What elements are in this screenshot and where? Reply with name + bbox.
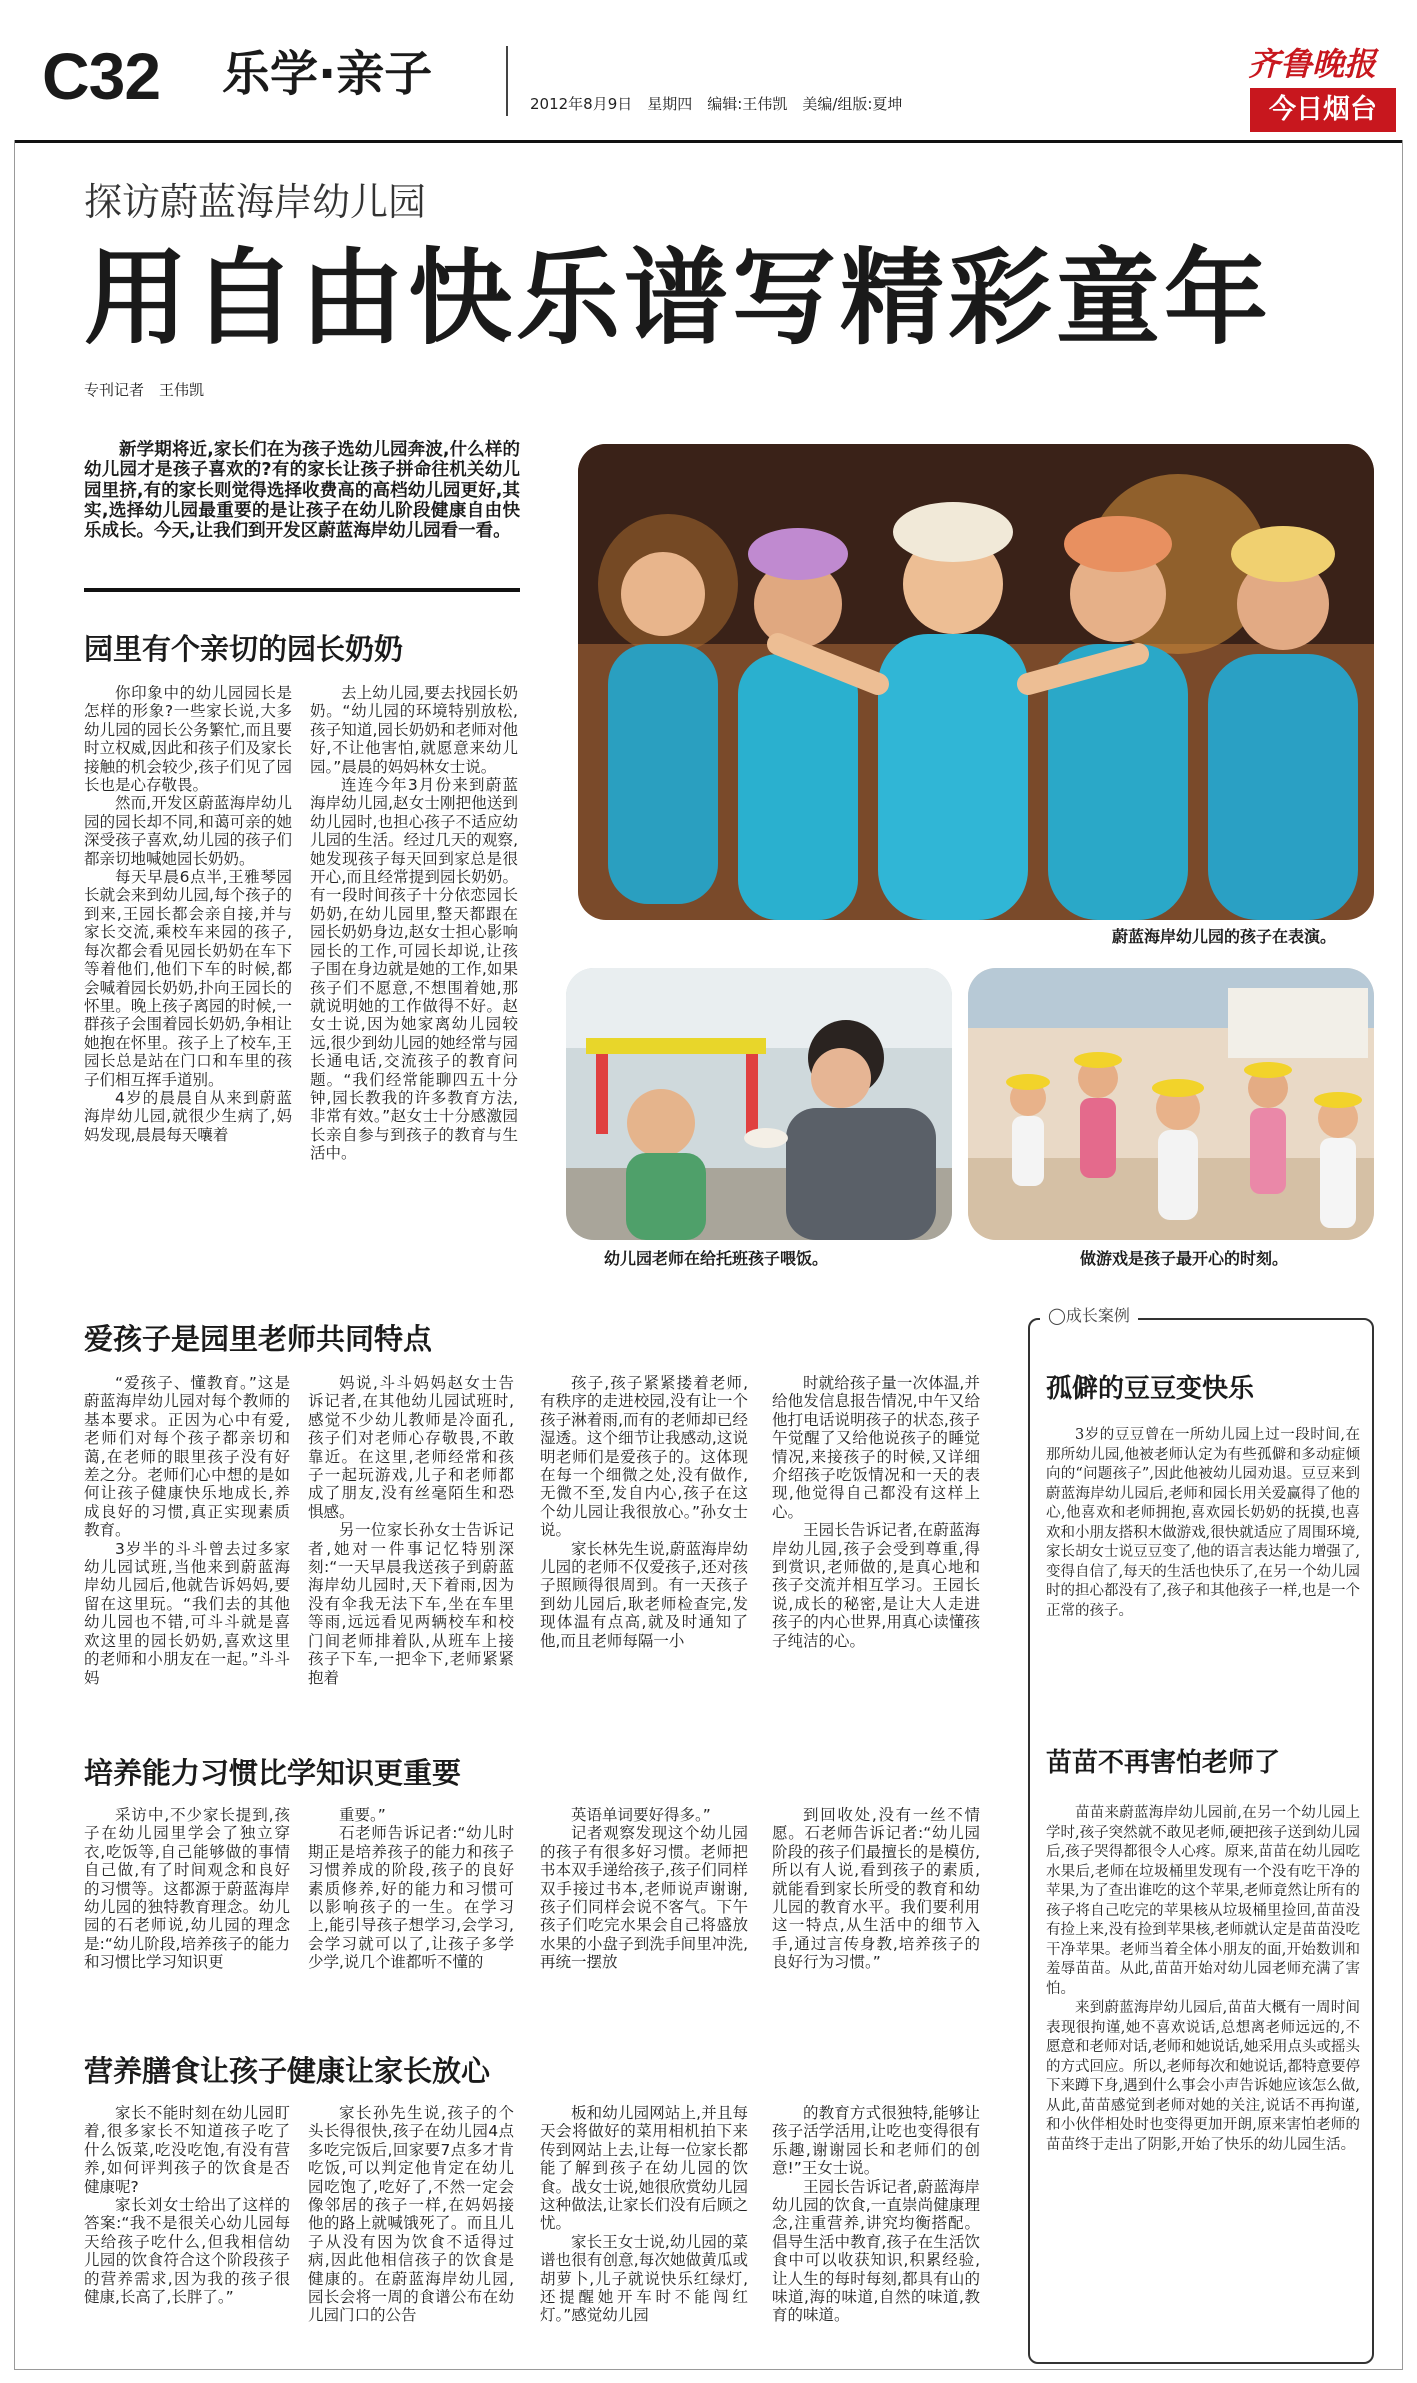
sidebar-story-1-text: 3岁的豆豆曾在一所幼儿园上过一段时间,在那所幼儿园,他被老师认定为有些孤僻和多动症倾向的“问题孩子”,因此他被幼儿园劝退。豆豆来到蔚蓝海岸幼儿园后,老师和园长用关爱赢得了他的心,他喜欢和老师拥抱,喜欢园长奶奶的抚摸,也喜欢和小朋友搭积木做游戏,很快就适应了周围环境,家长胡女士说豆豆变了,他的语言表达能力增强了,变得自信了,每天的生活也快乐了,在另一个幼儿园时的担心都没有了,孩子和其他孩子一样,也是一个正常的孩子。 xyxy=(1046,1427,1360,1619)
text-col-s2-c2: 妈说,斗斗妈妈赵女士告诉记者,在其他幼儿园试班时,感觉不少幼儿教师是冷面孔,孩子们对老师心存敬畏,不敢靠近。在这里,老师经常和孩子一起玩游戏,儿子和老师都成了朋友,没有丝毫陌生和恐惧感。 另一位家长孙女士告诉记者,她对一件事记忆特别深刻:“一天早晨我送孩子到蔚蓝海岸幼儿园时,天下着雨,因为没有伞我无法下车,坐在车里等雨,远远看见两辆校车和校门间老师排着队,从班车上接孩子下车,一把伞下,老师紧紧抱着 xyxy=(308,1374,514,1687)
caption-feeding-photo: 幼儿园老师在给托班孩子喂饭。 xyxy=(604,1249,829,1268)
caption-main-photo: 蔚蓝海岸幼儿园的孩子在表演。 xyxy=(1112,927,1337,946)
subhead-section-2: 爱孩子是园里老师共同特点 xyxy=(84,1322,433,1356)
edition-badge: 今日烟台 xyxy=(1250,88,1396,132)
frame-right xyxy=(1402,140,1403,2370)
text-col-s3-c1: 采访中,不少家长提到,孩子在幼儿园里学会了独立穿衣,吃饭等,自己能够做的事情自己做,有了时间观念和良好的习惯等。这都源于蔚蓝海岸幼儿园的独特教育理念。幼儿园的石老师说,幼儿园的理念是:“幼儿阶段,培养孩子的能力和习惯比学习知识更 xyxy=(84,1806,290,1972)
article-byline: 专刊记者 王伟凯 xyxy=(84,381,205,399)
sidebar-story-2-title: 苗苗不再害怕老师了 xyxy=(1046,1748,1281,1778)
circle-bullet-icon: ◯ xyxy=(1048,1306,1066,1325)
text-col-s2-c3: 孩子,孩子紧紧搂着老师,有秩序的走进校园,没有让一个孩子淋着雨,而有的老师却已经湿透。这个细节让我感动,这说明老师们是爱孩子的。这体现在每一个细微之处,没有做作,无微不至,发自内心,孩子在这个幼儿园让我很放心。”孙女士说。 家长林先生说,蔚蓝海岸幼儿园的老师不仅爱孩子,还对孩子照顾得很周到。有一天孩子到幼儿园后,耿老师检查完,发现体温有点高,就及时通知了他,而且老师每隔一小 xyxy=(540,1374,748,1650)
caption-games-photo: 做游戏是孩子最开心的时刻。 xyxy=(1080,1249,1289,1268)
text-col-s3-c4: 到回收处,没有一丝不情愿。石老师告诉记者:“幼儿园阶段的孩子们最擅长的是模仿,所以有人说,看到孩子的素质,就能看到家长所受的教育和幼儿园的教育水平。我们要利用这一特点,从生活中的细节入手,通过言传身教,培养孩子的良好行为习惯。” xyxy=(772,1806,980,1972)
header-rule xyxy=(14,140,1403,143)
sidebar-story-2-text: 苗苗来蔚蓝海岸幼儿园前,在另一个幼儿园上学时,孩子突然就不敢见老师,硬把孩子送到幼儿园后,孩子哭得都很令人心疼。原来,苗苗在幼儿园吃水果后,老师在垃圾桶里发现有一个没有吃干净的苹果,为了查出谁吃的这个苹果,老师竟然让所有的孩子将自己吃完的苹果核从垃圾桶里捡回,苗苗没有捡上来,没有捡到苹果核,老师就认定是苗苗没吃干净苹果。老师当着全体小朋友的面,开始数训和羞辱苗苗。从此,苗苗开始对幼儿园老师充满了害怕。 来到蔚蓝海岸幼儿园后,苗苗大概有一周时间表现很拘谨,她不喜欢说话,总想离老师远远的,不愿意和老师对话,老师和她说话,她采用点头或摇头的方式回应。所以,老师每次和她说话,都特意要停下来蹲下身,遇到什么事会小声告诉她应该怎么做,从此,苗苗感觉到老师对她的关注,说话不再拘谨,和小伙伴相处时也变得更加开朗,原来害怕老师的苗苗终于走出了阴影,开始了快乐的幼儿园生活。 xyxy=(1046,1805,1360,2153)
issue-meta: 2012年8月9日 星期四 编辑:王伟凯 美编/组版:夏坤 xyxy=(530,95,903,113)
frame-left xyxy=(14,140,15,2370)
article-lead: 新学期将近,家长们在为孩子选幼儿园奔波,什么样的幼儿园才是孩子喜欢的?有的家长让孩子拼命往机关幼儿园里挤,有的家长则觉得选择收费高的高档幼儿园更好,其实,选择幼儿园最重要的是让孩子在幼儿阶段健康自由快乐成长。今天,让我们到开发区蔚蓝海岸幼儿园看一看。 xyxy=(84,440,520,542)
article-kicker: 探访蔚蓝海岸幼儿园 xyxy=(84,180,427,224)
newspaper-logo: 齐鲁晚报 xyxy=(1248,45,1377,83)
text-col-s4-c4: 的教育方式很独特,能够让孩子活学活用,让吃也变得很有乐趣,谢谢园长和老师们的创意!”王女士说。 王园长告诉记者,蔚蓝海岸幼儿园的饮食,一直崇尚健康理念,注重营养,讲究均衡搭配。倡导生活中教育,孩子在生活饮食中可以收获知识,积累经验,让人生的每时每刻,都具有山的味道,海的味道,自然的味道,教育的味道。 xyxy=(772,2104,980,2325)
text-col-s4-c1: 家长不能时刻在幼儿园盯着,很多家长不知道孩子吃了什么饭菜,吃没吃饱,有没有营养,如何评判孩子的饮食是否健康呢? 家长刘女士给出了这样的答案:“我不是很关心幼儿园每天给孩子吃什么,但我相信幼儿园的饮食符合这个阶段孩子的营养需求,因为我的孩子很健康,长高了,长胖了。” xyxy=(84,2104,290,2307)
subhead-section-4: 营养膳食让孩子健康让家长放心 xyxy=(84,2054,491,2088)
text-col-s3-c2: 重要。” 石老师告诉记者:“幼儿时期正是培养孩子的能力和孩子习惯养成的阶段,孩子的良好素质修养,好的能力和习惯可以影响孩子的一生。在学习上,能引导孩子想学习,会学习,会学习就可以了,让孩子多学少学,说几个谁都听不懂的 xyxy=(308,1806,514,1972)
section-title: 乐学·亲子 xyxy=(222,46,433,102)
photo-children-performing xyxy=(578,444,1374,920)
text-col-s2-c1: “爱孩子、懂教育。”这是蔚蓝海岸幼儿园对每个教师的基本要求。正因为心中有爱,老师们对每个孩子都亲切和蔼,在老师的眼里孩子没有好差之分。老师们心中想的是如何让孩子健康快乐地成长,养成良好的习惯,真正实现素质教育。 3岁半的斗斗曾去过多家幼儿园试班,当他来到蔚蓝海岸幼儿园后,他就告诉妈妈,要留在这里玩。“我们去的其他幼儿园也不错,可斗斗就是喜欢这里的园长奶奶,喜欢这里的老师和小朋友在一起。”斗斗妈 xyxy=(84,1374,290,1687)
text-col-s4-c2: 家长孙先生说,孩子的个头长得很快,孩子在幼儿园4点多吃完饭后,回家要7点多才肯吃饭,可以判定他肯定在幼儿园吃饱了,吃好了,不然一定会像邻居的孩子一样,在妈妈接他的路上就喊饿死了。而且儿子从没有因为饮食不适得过病,因此他相信孩子的饮食是健康的。在蔚蓝海岸幼儿园,园长会将一周的食谱公布在幼儿园门口的公告 xyxy=(308,2104,514,2325)
photo-teacher-feeding xyxy=(566,968,952,1240)
sidebar-tab: ◯成长案例 xyxy=(1040,1304,1138,1328)
text-col-s2-c4: 时就给孩子量一次体温,并给他发信息报告情况,中午又给他打电话说明孩子的状态,孩子午觉醒了又给他说孩子的睡觉情况,来接孩子的时候,又详细介绍孩子吃饭情况和一天的表现,他觉得自己都没有这样上心。 王园长告诉记者,在蔚蓝海岸幼儿园,孩子会受到尊重,得到赏识,老师做的,是真心地和孩子交流并相互学习。王园长说,成长的秘密,是让大人走进孩子的内心世界,用真心读懂孩子纯洁的心。 xyxy=(772,1374,980,1650)
subhead-section-3: 培养能力习惯比学知识更重要 xyxy=(84,1756,462,1790)
photo-children-games xyxy=(968,968,1374,1240)
sidebar-story-1-title: 孤僻的豆豆变快乐 xyxy=(1046,1374,1255,1404)
lead-rule xyxy=(84,588,520,592)
subhead-section-1: 园里有个亲切的园长奶奶 xyxy=(84,632,404,666)
text-col-s1-c2: 去上幼儿园,要去找园长奶奶。“幼儿园的环境特别放松,孩子知道,园长奶奶和老师对他好,不让他害怕,就愿意来幼儿园。”晨晨的妈妈林女士说。 连连今年3月份来到蔚蓝海岸幼儿园,赵女士刚把他送到幼儿园时,也担心孩子不适应幼儿园的生活。经过几天的观察,她发现孩子每天回到家总是很开心,而且经常提到园长奶奶。有一段时间孩子十分依恋园长奶奶,在幼儿园里,整天都跟在园长奶奶身边,赵女士担心影响园长的工作,可园长却说,让孩子围在身边就是她的工作,如果孩子们不愿意,不想围着她,那就说明她的工作做得不好。赵女士说,因为她家离幼儿园较远,很少到幼儿园的她经常与园长通电话,交流孩子的教育问题。“我们经常能聊四五十分钟,园长教我的许多教育方法,非常有效。”赵女士十分感激园长亲自参与到孩子的教育与生活中。 xyxy=(310,684,518,1163)
text-col-s1-c1: 你印象中的幼儿园园长是怎样的形象?一些家长说,大多幼儿园的园长公务繁忙,而且要时立权威,因此和孩子们及家长接触的机会较少,孩子们见了园长也是心存敬畏。 然而,开发区蔚蓝海岸幼儿园的园长却不同,和蔼可亲的她深受孩子喜欢,幼儿园的孩子们都亲切地喊她园长奶奶。 每天早晨6点半,王雅琴园长就会来到幼儿园,每个孩子的到来,王园长都会亲自接,并与家长交流,乘校车来园的孩子,每次都会看见园长奶奶在车下等着他们,他们下车的时候,都会喊着园长奶奶,扑向王园长的怀里。晚上孩子离园的时候,一群孩子会围着园长奶奶,争相让她抱在怀里。孩子上了校车,王园长总是站在门口和车里的孩子们相互挥手道别。 4岁的晨晨自从来到蔚蓝海岸幼儿园,就很少生病了,妈妈发现,晨晨每天嚷着 xyxy=(84,684,292,1144)
text-col-s3-c3: 英语单词要好得多。” 记者观察发现这个幼儿园的孩子有很多好习惯。老师把书本双手递给孩子,孩子们同样双手接过书本,老师说声谢谢,孩子们同样会说不客气。下午孩子们吃完水果会自己将盛放水果的小盘子到洗手间里冲洗,再统一摆放 xyxy=(540,1806,748,1972)
frame-bottom xyxy=(14,2369,1403,2370)
article-headline: 用自由快乐谱写精彩童年 xyxy=(84,237,1273,359)
text-col-s4-c3: 板和幼儿园网站上,并且每天会将做好的菜用相机拍下来传到网站上去,让每一位家长都能了解到孩子在幼儿园的饮食。战女士说,她很欣赏幼儿园这种做法,让家长们没有后顾之忧。 家长王女士说,幼儿园的菜谱也很有创意,每次她做黄瓜或胡萝卜,儿子就说快乐红绿灯,还提醒她开车时不能闯红灯。”感觉幼儿园 xyxy=(540,2104,748,2325)
page-number: C32 xyxy=(42,39,161,113)
header-divider xyxy=(506,46,508,116)
